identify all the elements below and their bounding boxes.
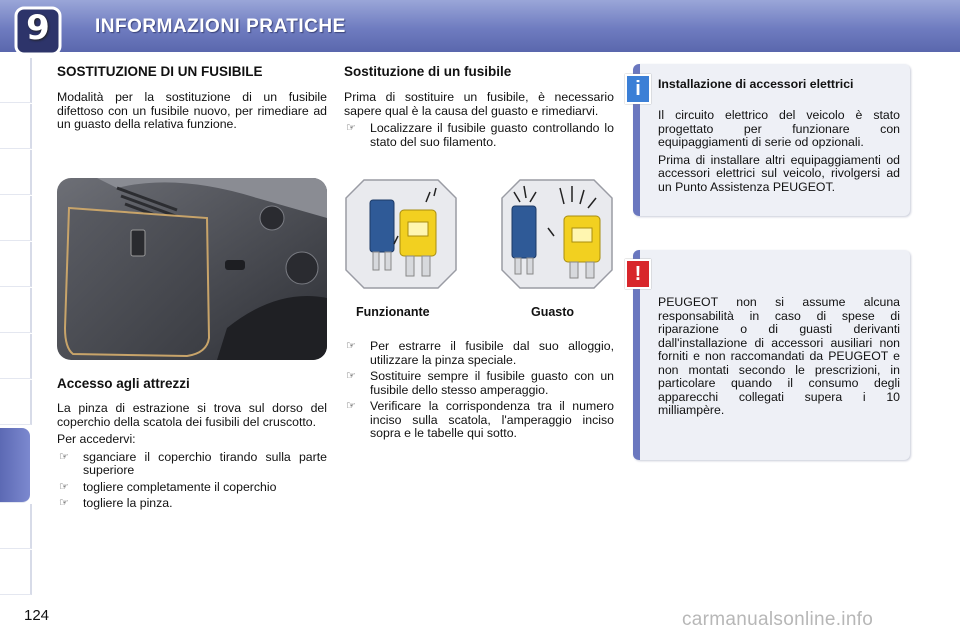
chapter-tab[interactable] [0,550,32,595]
tools-paragraph: La pinza di estrazione si trova sul dorso del coperchio della scatola dei fusibili del cruscotto. [57,401,327,429]
info-box-title: Installazione di accessori elettrici [658,77,854,91]
info-icon: i [625,74,651,104]
info-paragraph: Il circuito elettrico del veicolo è stato progettato per funzionare con equipaggiamenti di serie od opzionali. [658,108,900,149]
chapter-tab-active[interactable] [0,428,30,503]
list-item [57,451,327,478]
middle-intro-block [344,91,614,152]
list-item [344,122,614,149]
middle-intro: Prima di sostituire un fusibile, è necessario sapere qual è la causa del guasto e rimediarvi. [344,90,614,118]
page-title: INFORMAZIONI PRATICHE [95,16,346,37]
access-label: Per accedervi: [57,432,136,446]
chapter-tab[interactable] [0,196,32,241]
chapter-tab[interactable] [0,150,32,195]
watermark: carmanualsonline.info [682,609,874,630]
list-item-text: togliere completamente il coperchio [83,479,277,494]
list-item-text: sganciare il coperchio tirando sulla parte superiore [83,449,327,477]
chapter-tab[interactable] [0,58,32,103]
list-item [57,497,327,511]
warning-icon: ! [625,259,651,289]
list-item [344,400,614,441]
subsection-title: Sostituzione di un fusibile [344,64,512,79]
warning-text: PEUGEOT non si assume alcuna responsabilità in caso di spese di riparazione o di guasti derivanti dall'installazione di accessori ausiliari non forniti e non raccomandati da PEUGEOT e non montati secondo le prescrizioni, in particolare quando il consumo degli apparecchi collegati supera i 10 milliampère. [658,295,900,417]
caption-ok: Funzionante [356,305,430,319]
info-box-body [658,109,900,198]
list-item-text: Localizzare il fusibile guasto controllando lo stato del suo filamento. [370,121,614,149]
pointing-hand-icon: ☞ [59,497,69,509]
chapter-tab[interactable] [0,504,32,549]
chapter-tab[interactable] [0,288,32,333]
list-item-text: Per estrarre il fusibile dal suo alloggio, utilizzare la pinza speciale. [370,339,614,367]
pointing-hand-icon: ☞ [346,340,356,352]
caption-fault: Guasto [531,305,575,319]
chapter-number: 9 [26,8,50,48]
list-item [344,340,614,367]
chapter-tabs [0,58,32,578]
fuse-ok-illustration [344,178,458,290]
list-item [344,370,614,397]
chapter-tab[interactable] [0,334,32,379]
list-item-text: Verificare la corrispondenza tra il numero inciso sulla scatola, l'amperaggio inciso sopra e le tabelle qui sotto. [370,399,614,440]
tools-text-block [57,402,327,514]
pointing-hand-icon: ☞ [346,122,356,134]
pointing-hand-icon: ☞ [59,480,69,493]
fuse-fault-illustration [500,178,614,290]
info-box [633,64,910,216]
page-header [0,0,960,52]
list-item-text: Sostituire sempre il fusibile guasto con un fusibile dello stesso amperaggio. [370,369,614,397]
pointing-hand-icon: ☞ [346,370,356,382]
tools-title: Accesso agli attrezzi [57,376,190,391]
pointing-hand-icon: ☞ [346,400,356,412]
chapter-tab[interactable] [0,242,32,287]
section-title: SOSTITUZIONE DI UN FUSIBILE [57,64,263,79]
list-item-text: togliere la pinza. [83,496,173,510]
intro-paragraph: Modalità per la sostituzione di un fusibile difettoso con un fusibile nuovo, per rimediare ad un guasto della relativa funzione. [57,90,327,131]
warning-box [633,250,910,460]
list-item [57,481,327,495]
page-number: 124 [24,607,50,624]
chapter-tab[interactable] [0,104,32,149]
dashboard-photo [57,178,327,360]
chapter-tab[interactable] [0,380,32,425]
middle-steps-list [344,340,614,444]
info-paragraph: Prima di installare altri equipaggiamenti od accessori elettrici sul veicolo, rivolgersi ad un Punto Assistenza PEUGEOT. [658,152,900,194]
pointing-hand-icon: ☞ [59,450,69,463]
